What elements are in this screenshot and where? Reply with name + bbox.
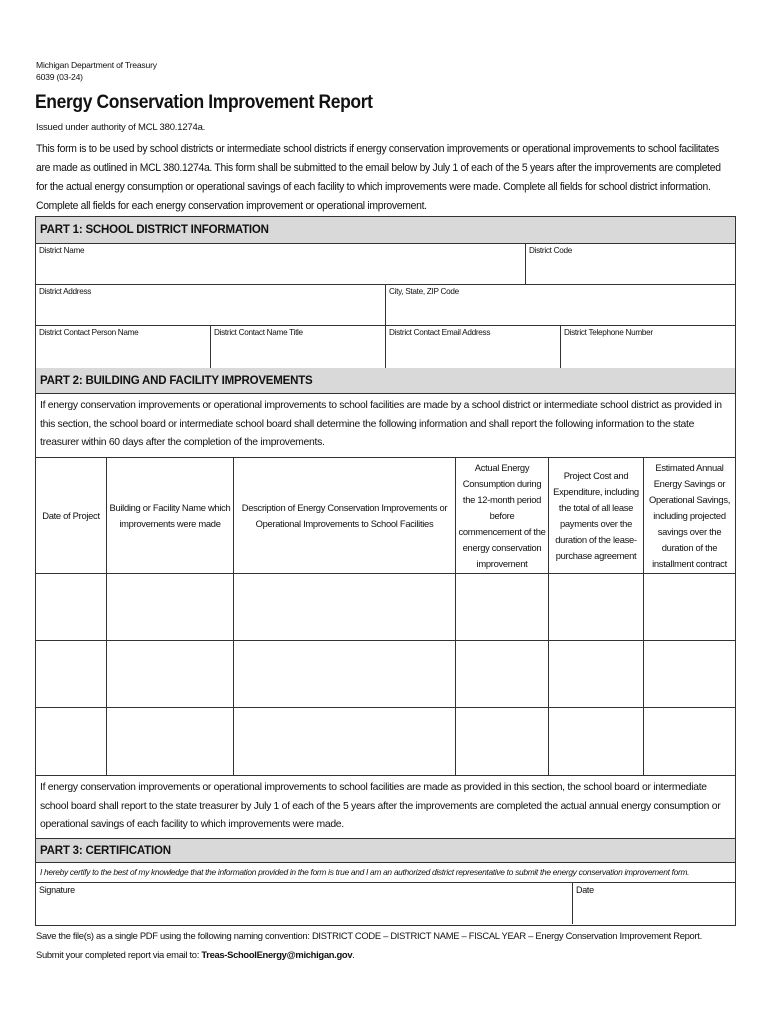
contact-title-label: District Contact Name Title bbox=[214, 328, 303, 337]
table-cell[interactable] bbox=[234, 708, 456, 776]
part3-heading: PART 3: CERTIFICATION bbox=[36, 838, 735, 863]
table-cell[interactable] bbox=[36, 708, 107, 776]
submission-line bbox=[36, 949, 355, 960]
part2-section bbox=[35, 368, 736, 839]
col-project-cost: Project Cost and Expenditure, including the total of all lease payments over the duration of the lease-purchase agreement bbox=[549, 458, 644, 574]
table-cell[interactable] bbox=[549, 641, 644, 708]
table-cell[interactable] bbox=[107, 708, 234, 776]
col-description: Description of Energy Conservation Improvements or Operational Improvements to School Facilities bbox=[234, 458, 456, 574]
table-cell[interactable] bbox=[644, 641, 735, 708]
city-state-zip-label: City, State, ZIP Code bbox=[389, 287, 459, 296]
col-building-name: Building or Facility Name which improvements were made bbox=[107, 458, 234, 574]
part1-section bbox=[35, 216, 736, 369]
naming-instructions: Save the file(s) as a single PDF using the following naming convention: DISTRICT CODE – DISTRICT NAME – FISCAL YEAR – Energy Conservation Improvement Report. bbox=[36, 930, 702, 941]
contact-email-field[interactable] bbox=[386, 326, 561, 368]
table-cell[interactable] bbox=[234, 641, 456, 708]
part2-intro: If energy conservation improvements or operational improvements to school facilities are made by a school district or intermediate school district as provided in this section, the school board or intermediate school board shall determine the following information and shall report the following information to the state treasurer within 60 days after the completion of the improvements. bbox=[36, 394, 735, 458]
page-title: Energy Conservation Improvement Report bbox=[35, 92, 373, 113]
agency-name: Michigan Department of Treasury bbox=[36, 60, 157, 70]
table-cell[interactable] bbox=[456, 708, 549, 776]
table-cell[interactable] bbox=[644, 574, 735, 641]
part2-outro: If energy conservation improvements or operational improvements to school facilities are made as provided in this section, the school board or intermediate school board shall report to the state treasurer by July 1 of each of the 5 years after the improvements are completed the actual annual energy consumption or operational savings of each facility to which improvements were made. bbox=[40, 782, 721, 830]
signature-label: Signature bbox=[39, 885, 75, 895]
email-prefix: Submit your completed report via email to: bbox=[36, 949, 202, 960]
table-cell[interactable] bbox=[36, 574, 107, 641]
authority-text: Issued under authority of MCL 380.1274a. bbox=[36, 122, 206, 133]
table-cell[interactable] bbox=[107, 574, 234, 641]
form-number: 6039 (03-24) bbox=[36, 72, 83, 82]
table-cell[interactable] bbox=[107, 641, 234, 708]
contact-email-label: District Contact Email Address bbox=[389, 328, 491, 337]
district-name-field[interactable] bbox=[36, 244, 526, 285]
table-cell[interactable] bbox=[234, 574, 456, 641]
district-address-field[interactable] bbox=[36, 285, 386, 326]
district-code-label: District Code bbox=[529, 246, 572, 255]
table-cell[interactable] bbox=[549, 708, 644, 776]
table-cell[interactable] bbox=[36, 641, 107, 708]
contact-name-field[interactable] bbox=[36, 326, 211, 368]
contact-title-field[interactable] bbox=[211, 326, 386, 368]
contact-name-label: District Contact Person Name bbox=[39, 328, 139, 337]
district-name-label: District Name bbox=[39, 246, 85, 255]
table-cell[interactable] bbox=[644, 708, 735, 776]
date-label: Date bbox=[576, 885, 594, 895]
part2-heading: PART 2: BUILDING AND FACILITY IMPROVEMENTS bbox=[36, 368, 735, 394]
col-actual-consumption: Actual Energy Consumption during the 12-month period before commencement of the energy conservation improvement bbox=[456, 458, 549, 574]
telephone-field[interactable] bbox=[561, 326, 735, 368]
table-cell[interactable] bbox=[456, 641, 549, 708]
table-cell[interactable] bbox=[549, 574, 644, 641]
part1-heading: PART 1: SCHOOL DISTRICT INFORMATION bbox=[36, 217, 735, 244]
telephone-label: District Telephone Number bbox=[564, 328, 653, 337]
district-address-label: District Address bbox=[39, 287, 92, 296]
email-suffix: . bbox=[352, 949, 355, 960]
city-state-zip-field[interactable] bbox=[386, 285, 735, 326]
certification-statement: I hereby certify to the best of my knowledge that the information provided in the form is true and I am an authorized district representative to submit the energy conservation improvement form. bbox=[36, 863, 735, 883]
date-field[interactable] bbox=[573, 883, 735, 924]
part3-section bbox=[35, 838, 736, 926]
col-estimated-savings: Estimated Annual Energy Savings or Operational Savings, including projected savings over the duration of the installment contract bbox=[644, 458, 735, 574]
signature-field[interactable] bbox=[36, 883, 573, 924]
table-cell[interactable] bbox=[456, 574, 549, 641]
col-date-of-project: Date of Project bbox=[36, 458, 107, 574]
district-code-field[interactable] bbox=[526, 244, 735, 285]
intro-text: This form is to be used by school districts or intermediate school districts if energy conservation improvements or operational improvements to school facilitates are made as outlined in MCL 380.1274a. This form shall be submitted to the email below by July 1 of each of the 5 years after the improvements are completed for the actual energy consumption or operational savings of each facility to which improvements were made. Complete all fields for school district information. Complete all fields for each energy conservation improvement or operational improvement. bbox=[36, 143, 721, 212]
email-link[interactable]: Treas-SchoolEnergy@michigan.gov bbox=[201, 949, 353, 960]
